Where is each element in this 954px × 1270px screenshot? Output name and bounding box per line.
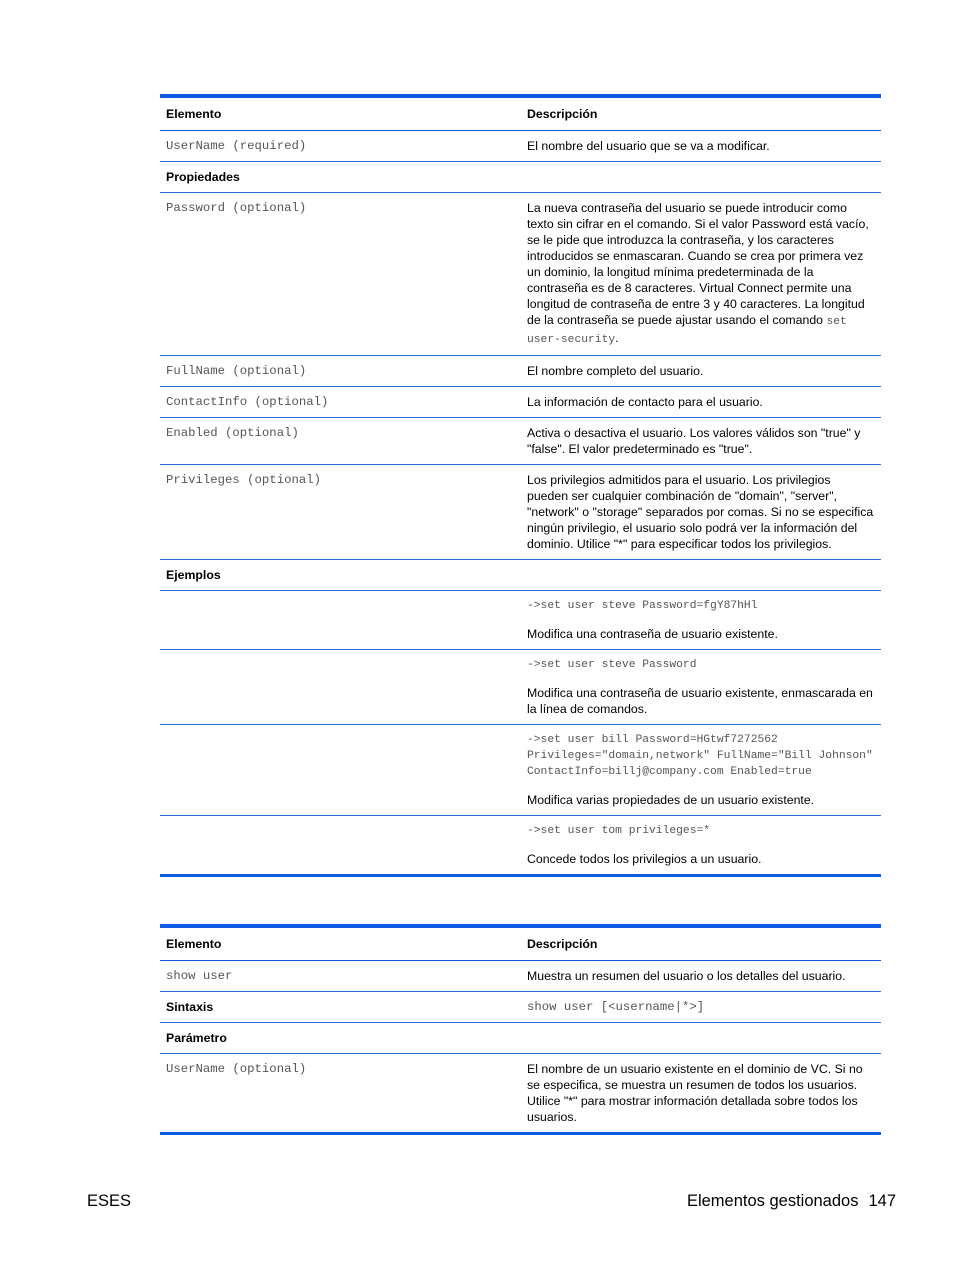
property-description: Activa o desactiva el usuario. Los valores válidos son "true" y "false". El valor predeterminado es "true". [521, 418, 881, 465]
parameter-description: El nombre de un usuario existente en el dominio de VC. Si no se especifica, se muestra un resumen de todos los usuarios. Utilice "*" para mostrar información detallada sobre todos los usuarios. [521, 1054, 881, 1134]
property-description: El nombre completo del usuario. [521, 356, 881, 387]
table-row [160, 1054, 881, 1134]
inline-code: set user-security [527, 316, 847, 346]
syntax-code: show user [<username|*>] [521, 992, 881, 1023]
table-row [160, 193, 881, 356]
table-row [160, 418, 881, 465]
example-row [160, 725, 881, 816]
header-description: Descripción [521, 926, 881, 961]
table-row [160, 465, 881, 560]
property-code: Enabled (optional) [160, 418, 521, 465]
section-label-properties: Propiedades [160, 162, 521, 193]
footer-page-info [687, 1192, 896, 1211]
header-description: Descripción [521, 96, 881, 131]
page-number: 147 [868, 1192, 896, 1210]
property-code: Password (optional) [160, 193, 521, 356]
property-code: ContactInfo (optional) [160, 387, 521, 418]
section-row [160, 560, 881, 591]
example-row [160, 650, 881, 725]
example-row [160, 816, 881, 876]
example-description: Modifica una contraseña de usuario existente. [527, 627, 778, 641]
footer-section-title: Elementos gestionados [686, 1192, 859, 1210]
example-command: ->set user bill Password=HGtwf7272562 Privileges="domain,network" FullName="Bill Johnson" ContactInfo=billj@company.com Enabled=true [527, 734, 880, 778]
property-code: FullName (optional) [160, 356, 521, 387]
element-code: show user [160, 961, 521, 992]
section-label-examples: Ejemplos [160, 560, 521, 591]
example-description: Modifica una contraseña de usuario existente, enmascarada en la línea de comandos. [527, 686, 873, 716]
section-row [160, 162, 881, 193]
property-description: La información de contacto para el usuario. [521, 387, 881, 418]
element-description: Muestra un resumen del usuario o los detalles del usuario. [521, 961, 881, 992]
property-code: Privileges (optional) [160, 465, 521, 560]
section-row [160, 1023, 881, 1054]
example-command: ->set user tom privileges=* [527, 825, 711, 837]
table-row [160, 387, 881, 418]
example-command: ->set user steve Password [527, 659, 697, 671]
element-code: UserName (required) [160, 131, 521, 162]
table-row [160, 961, 881, 992]
example-description: Concede todos los privilegios a un usuario. [527, 852, 762, 866]
header-element: Elemento [160, 96, 521, 131]
section-label-parameter: Parámetro [160, 1023, 521, 1054]
table-row [160, 356, 881, 387]
section-label-syntax: Sintaxis [160, 992, 521, 1023]
table-header-row [160, 96, 881, 131]
example-description: Modifica varias propiedades de un usuario existente. [527, 793, 815, 807]
example-command: ->set user steve Password=fgY87hHl [527, 600, 758, 612]
table-row [160, 131, 881, 162]
footer-locale: ESES [87, 1192, 132, 1210]
example-row [160, 591, 881, 650]
show-user-table [160, 924, 881, 1135]
property-description: Los privilegios admitidos para el usuario. Los privilegios pueden ser cualquier combinación de "domain", "server", "network" o "storage" separados por comas. Si no se especifica ningún privilegio, el usuario solo podrá ver la información del dominio. Utilice "*" para especificar todos los privilegios. [521, 465, 881, 560]
element-description: El nombre del usuario que se va a modificar. [521, 131, 881, 162]
header-element: Elemento [160, 926, 521, 961]
parameter-code: UserName (optional) [160, 1054, 521, 1134]
property-description: La nueva contraseña del usuario se puede introducir como texto sin cifrar en el comando. Si el valor Password está vacío, se le pide que introduzca la contraseña, y los caracteres introducidos se enmascaran. Cuando se crea por primera vez un dominio, la longitud mínima predeterminada de la contraseña es de 8 caracteres. Virtual Connect permite una longitud de contraseña de entre 3 y 40 caracteres. La longitud de la contraseña se puede ajustar usando el comando set user-security. [521, 193, 881, 356]
table-header-row [160, 926, 881, 961]
set-user-table [160, 94, 881, 877]
syntax-row [160, 992, 881, 1023]
